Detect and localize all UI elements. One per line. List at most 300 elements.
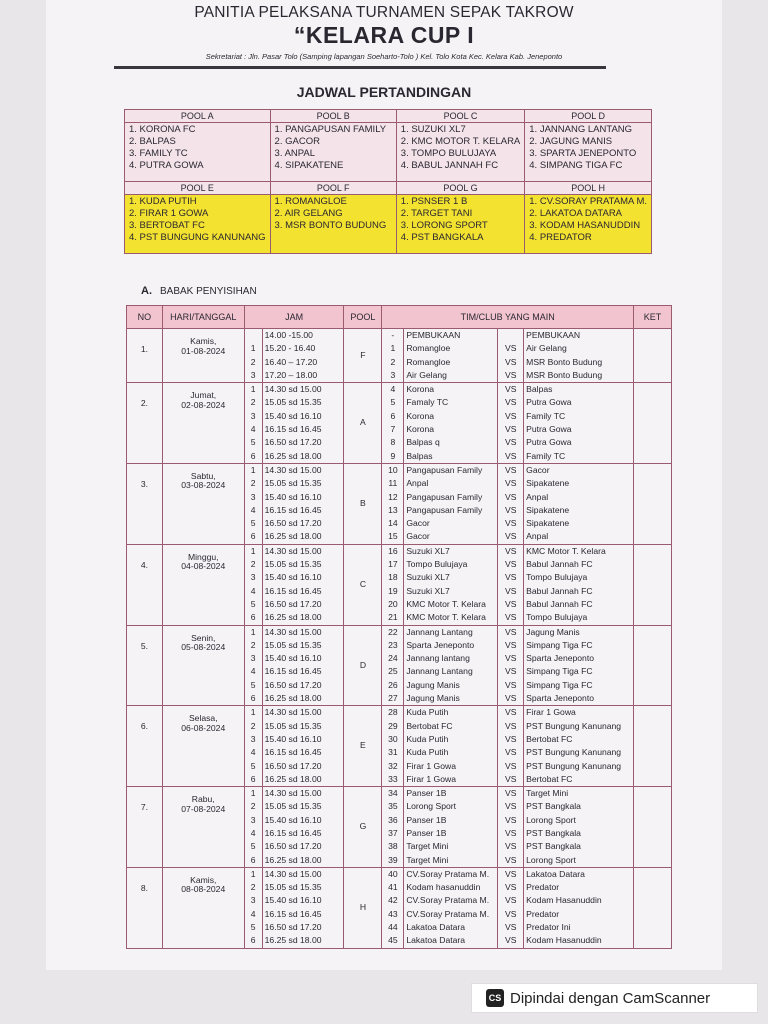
committee-heading: PANITIA PELAKSANA TURNAMEN SEPAK TAKROW: [194, 4, 574, 21]
pool-header: POOL D: [525, 110, 652, 123]
col-no: NO: [127, 306, 163, 329]
match-number: 25: [388, 666, 398, 677]
match-time: 16.50 sd 17.20: [264, 679, 322, 690]
match-time-column: [262, 329, 344, 383]
away-team: Simpang Tiga FC: [526, 679, 593, 690]
versus: VS: [504, 922, 517, 933]
versus: VS: [504, 531, 517, 542]
home-team: PEMBUKAAN: [406, 330, 461, 340]
match-time-column: [262, 787, 344, 868]
day-name: Senin,: [191, 632, 216, 643]
home-team: CV.Soray Pratama M.: [406, 895, 490, 906]
home-team: Target Mini: [406, 854, 449, 865]
tournament-title: “KELARA CUP I: [293, 22, 475, 48]
ket-cell: [634, 383, 672, 464]
match-index: 5: [250, 760, 256, 771]
home-team: CV.Soray Pratama M.: [406, 908, 490, 919]
camscanner-watermark: [471, 983, 758, 1013]
match-index: 1: [250, 626, 256, 637]
versus: VS: [504, 518, 517, 529]
match-index: 6: [250, 935, 256, 946]
match-time: 16.15 sd 16.45: [264, 666, 322, 677]
home-team: Target Mini: [406, 841, 449, 852]
match-time: 16.15 sd 16.45: [264, 908, 322, 919]
pool-teams: [525, 123, 652, 182]
pool-teams: [270, 123, 396, 182]
date: 08-08-2024: [181, 884, 226, 895]
camscanner-text: Dipindai dengan CamScanner: [510, 989, 711, 1007]
match-time: 16.25 sd 18.00: [264, 612, 322, 623]
versus-column: [498, 787, 524, 868]
match-index-column: [244, 463, 262, 544]
versus: VS: [504, 639, 517, 650]
match-time: 16.25 sd 18.00: [264, 854, 322, 865]
versus: VS: [504, 801, 517, 812]
home-team: Lakatoa Datara: [406, 935, 466, 946]
home-team: Balpas: [406, 450, 433, 461]
away-team: MSR Bonto Budung: [526, 369, 603, 380]
team: 3. KODAM HASANUDDIN: [529, 220, 641, 231]
match-pool: G: [344, 787, 382, 868]
section-title: BABAK PENYISIHAN: [160, 286, 257, 297]
match-time: 15.40 sd 16.10: [264, 572, 322, 583]
away-team: Family TC: [526, 450, 566, 461]
home-team: Sparta Jeneponto: [406, 639, 475, 650]
team: 4. BABUL JANNAH FC: [400, 160, 499, 171]
match-pool: B: [344, 463, 382, 544]
day-date: [162, 787, 244, 868]
versus: VS: [504, 384, 517, 395]
versus: VS: [504, 841, 517, 852]
home-team: Bertobat FC: [406, 720, 453, 731]
ket-cell: [634, 329, 672, 383]
match-index: 2: [250, 559, 256, 570]
home-team-column: [404, 544, 498, 625]
date: 06-08-2024: [181, 722, 226, 733]
match-index: 1: [250, 788, 256, 799]
day-date: [162, 867, 244, 948]
day-date: [162, 625, 244, 706]
match-number: 37: [388, 827, 398, 838]
match-time: 14.30 sd 15.00: [264, 626, 322, 637]
home-team: Kodam hasanuddin: [406, 882, 481, 893]
day-name: Jumat,: [190, 390, 217, 401]
match-index: 4: [250, 424, 256, 435]
match-time: 16.25 sd 18.00: [264, 450, 322, 461]
versus: VS: [504, 410, 517, 421]
versus: VS: [504, 666, 517, 677]
home-team: Gacor: [406, 531, 430, 542]
pool-table: [124, 109, 652, 254]
home-team: Jagung Manis: [406, 693, 460, 704]
match-number: 11: [388, 478, 398, 489]
match-index-column: [244, 383, 262, 464]
away-team: Babul Jannah FC: [526, 559, 593, 570]
team: 2. LAKATOA DATARA: [529, 208, 623, 219]
away-team: PEMBUKAAN: [526, 330, 581, 340]
away-team: PST Bungung Kanunang: [526, 720, 622, 731]
team: 1. JANNANG LANTANG: [529, 124, 633, 135]
pool-teams: [525, 195, 652, 254]
home-team: Suzuki XL7: [406, 545, 450, 556]
day-number: 4.: [127, 544, 163, 625]
match-number: 31: [388, 747, 398, 758]
match-index: 4: [250, 504, 256, 515]
match-time: 16.50 sd 17.20: [264, 922, 322, 933]
schedule-title: JADWAL PERTANDINGAN: [296, 84, 472, 100]
away-team: KMC Motor T. Kelara: [526, 545, 606, 556]
away-team: Anpal: [526, 531, 549, 542]
match-time: 16.50 sd 17.20: [264, 598, 322, 609]
match-number: 12: [388, 491, 398, 502]
versus: VS: [504, 814, 517, 825]
match-index: 2: [250, 639, 256, 650]
home-team: Romangloe: [406, 356, 451, 367]
team: 3. LORONG SPORT: [400, 220, 488, 231]
home-team: Kuda Putih: [406, 707, 449, 718]
versus: VS: [504, 356, 517, 367]
home-team: Air Gelang: [406, 369, 447, 380]
versus: VS: [504, 612, 517, 623]
versus: VS: [504, 343, 517, 354]
match-time: 16.50 sd 17.20: [264, 841, 322, 852]
home-team: Anpal: [406, 478, 429, 489]
home-team: Jannang lantang: [406, 653, 470, 664]
away-team: Kodam Hasanuddin: [526, 935, 602, 946]
versus: VS: [504, 437, 517, 448]
match-number: 45: [388, 935, 398, 946]
match-time-column: [262, 544, 344, 625]
versus: VS: [504, 693, 517, 704]
match-number: 17: [388, 559, 398, 570]
match-index: 4: [250, 747, 256, 758]
day-number: 6.: [127, 706, 163, 787]
home-team: Lakatoa Datara: [406, 922, 466, 933]
home-team-column: [404, 787, 498, 868]
away-team: Bertobat FC: [526, 773, 573, 784]
match-time: 16.25 sd 18.00: [264, 773, 322, 784]
away-team: Firar 1 Gowa: [526, 707, 576, 718]
team: 3. MSR BONTO BUDUNG: [274, 220, 387, 231]
away-team: PST Bungung Kanunang: [526, 747, 622, 758]
match-index: 4: [250, 827, 256, 838]
team: 3. TOMPO BULUJAYA: [400, 148, 497, 159]
match-time: 15.40 sd 16.10: [264, 733, 322, 744]
versus: VS: [504, 908, 517, 919]
match-time: 15.40 sd 16.10: [264, 814, 322, 825]
match-time: 14.30 sd 15.00: [264, 545, 322, 556]
match-time: 15.05 sd 15.35: [264, 559, 322, 570]
versus: VS: [504, 598, 517, 609]
versus: VS: [504, 572, 517, 583]
match-number: 28: [388, 707, 398, 718]
match-time: 15.40 sd 16.10: [264, 653, 322, 664]
versus: VS: [504, 747, 517, 758]
match-pool: H: [344, 867, 382, 948]
match-number-column: [382, 329, 404, 383]
home-team-column: [404, 625, 498, 706]
away-team: Sipakatene: [526, 518, 570, 529]
away-team-column: [524, 383, 634, 464]
away-team-column: [524, 463, 634, 544]
match-number: 44: [388, 922, 398, 933]
match-time: 14.30 sd 15.00: [264, 707, 322, 718]
match-index: 5: [250, 598, 256, 609]
away-team: Putra Gowa: [526, 397, 572, 408]
match-index: 6: [250, 773, 256, 784]
date: 07-08-2024: [181, 803, 226, 814]
match-number: 23: [388, 639, 398, 650]
home-team: Jannang Lantang: [406, 626, 473, 637]
away-team: Babul Jannah FC: [526, 598, 593, 609]
home-team: Lorong Sport: [406, 801, 456, 812]
versus: VS: [504, 478, 517, 489]
day-number: 7.: [127, 787, 163, 868]
versus: VS: [504, 545, 517, 556]
match-time: 16.15 sd 16.45: [264, 424, 322, 435]
away-team-column: [524, 625, 634, 706]
match-number: 2: [390, 356, 396, 367]
match-index: 5: [250, 679, 256, 690]
home-team: Panser 1B: [406, 788, 447, 799]
match-number-column: [382, 463, 404, 544]
day-date: [162, 329, 244, 383]
day-number: 1.: [127, 329, 163, 383]
match-index: 3: [250, 733, 256, 744]
match-number: 29: [388, 720, 398, 731]
match-number: 35: [388, 801, 398, 812]
match-time: 16.15 sd 16.45: [264, 585, 322, 596]
match-number: 8: [390, 437, 396, 448]
versus: VS: [504, 653, 517, 664]
match-pool: A: [344, 383, 382, 464]
team: 2. AIR GELANG: [274, 208, 343, 219]
match-number: 27: [388, 693, 398, 704]
match-time: 14.30 sd 15.00: [264, 868, 322, 879]
match-time: 16.50 sd 17.20: [264, 437, 322, 448]
team: 1. PANGAPUSAN FAMILY: [274, 124, 387, 135]
team: 4. PST BUNGUNG KANUNANG: [129, 232, 266, 243]
date: 03-08-2024: [181, 480, 226, 491]
match-number: 20: [388, 598, 398, 609]
home-team: Panser 1B: [406, 814, 447, 825]
match-time-column: [262, 383, 344, 464]
day-row: [127, 329, 672, 383]
match-time: 16.25 sd 18.00: [264, 935, 322, 946]
match-pool: D: [344, 625, 382, 706]
team: 2. GACOR: [274, 136, 320, 147]
match-number-column: [382, 867, 404, 948]
pool-teams: [396, 195, 524, 254]
match-number: 15: [388, 531, 398, 542]
col-teams: TIM/CLUB YANG MAIN: [382, 306, 634, 329]
versus: VS: [504, 733, 517, 744]
match-index-column: [244, 787, 262, 868]
match-number: 9: [390, 450, 396, 461]
team: 2. FIRAR 1 GOWA: [129, 208, 209, 219]
home-team-column: [404, 383, 498, 464]
pool-header: POOL G: [396, 182, 524, 195]
away-team-column: [524, 706, 634, 787]
match-index: 5: [250, 841, 256, 852]
match-number: 6: [390, 410, 396, 421]
away-team: Sparta Jeneponto: [526, 693, 595, 704]
match-time-column: [262, 463, 344, 544]
match-index-column: [244, 329, 262, 383]
team: 1. KUDA PUTIH: [129, 196, 197, 207]
versus: VS: [504, 559, 517, 570]
home-team: KMC Motor T. Kelara: [406, 612, 486, 623]
match-index-column: [244, 706, 262, 787]
team: 3. ANPAL: [274, 148, 316, 159]
match-number: 41: [388, 882, 398, 893]
pool-teams: [125, 123, 271, 182]
day-number: 2.: [127, 383, 163, 464]
away-team: Air Gelang: [526, 343, 567, 354]
away-team: Bertobat FC: [526, 733, 573, 744]
away-team: Predator: [526, 882, 560, 893]
pool-header: POOL F: [270, 182, 396, 195]
pool-header: POOL A: [125, 110, 271, 123]
match-time-column: [262, 706, 344, 787]
match-schedule-table: [126, 305, 672, 949]
away-team-column: [524, 329, 634, 383]
away-team: PST Bangkala: [526, 801, 581, 812]
match-time: 16.15 sd 16.45: [264, 827, 322, 838]
home-team-column: [404, 867, 498, 948]
match-number: 3: [390, 369, 396, 380]
col-ket: KET: [634, 306, 672, 329]
away-team: Simpang Tiga FC: [526, 666, 593, 677]
away-team: Sparta Jeneponto: [526, 653, 595, 664]
away-team: Sipakatene: [526, 504, 570, 515]
match-time: 16.40 – 17.20: [264, 356, 318, 367]
match-number: 7: [390, 424, 396, 435]
day-row: [127, 625, 672, 706]
away-team: Babul Jannah FC: [526, 585, 593, 596]
day-row: [127, 706, 672, 787]
away-team: Putra Gowa: [526, 437, 572, 448]
match-time: 16.15 sd 16.45: [264, 747, 322, 758]
day-number: 8.: [127, 867, 163, 948]
home-team-column: [404, 463, 498, 544]
home-team: KMC Motor T. Kelara: [406, 598, 486, 609]
versus: VS: [504, 882, 517, 893]
team: 1. CV.SORAY PRATAMA M.: [529, 196, 647, 207]
home-team: Balpas q: [406, 437, 440, 448]
ket-cell: [634, 787, 672, 868]
match-index: 1: [250, 384, 256, 395]
day-row: [127, 463, 672, 544]
versus: VS: [504, 397, 517, 408]
match-index: 3: [250, 369, 256, 380]
match-time: 17.20 – 18.00: [264, 369, 318, 380]
team: 3. SPARTA JENEPONTO: [529, 148, 637, 159]
match-time: 14.00 -15.00: [264, 330, 313, 340]
match-number-column: [382, 706, 404, 787]
ket-cell: [634, 706, 672, 787]
match-time: 14.30 sd 15.00: [264, 464, 322, 475]
col-pool: POOL: [344, 306, 382, 329]
versus: VS: [504, 788, 517, 799]
away-team: Predator Ini: [526, 922, 571, 933]
team: 2. TARGET TANI: [400, 208, 473, 219]
secretariat-address: Sekretariat : Jln. Pasar Tolo (Samping lapangan Soeharto-Tolo ) Kel. Tolo Kota Kec. Kelara Kab. Jeneponto: [205, 52, 563, 61]
match-index: 3: [250, 814, 256, 825]
match-number: 36: [388, 814, 398, 825]
team: 1. KORONA FC: [129, 124, 196, 135]
match-index: 3: [250, 653, 256, 664]
team: 4. SIMPANG TIGA FC: [529, 160, 623, 171]
ket-cell: [634, 544, 672, 625]
pool-teams: [270, 195, 396, 254]
away-team: PST Bangkala: [526, 841, 581, 852]
match-number: 42: [388, 895, 398, 906]
match-number: 18: [388, 572, 398, 583]
versus: VS: [504, 464, 517, 475]
versus: VS: [504, 895, 517, 906]
away-team: MSR Bonto Budung: [526, 356, 603, 367]
away-team: Predator: [526, 908, 560, 919]
match-number: -: [391, 330, 395, 340]
home-team: Firar 1 Gowa: [406, 773, 456, 784]
match-time-column: [262, 867, 344, 948]
day-row: [127, 383, 672, 464]
away-team: Lorong Sport: [526, 854, 576, 865]
home-team: Kuda Putih: [406, 747, 449, 758]
match-index: 5: [250, 922, 256, 933]
match-number: 14: [388, 518, 398, 529]
match-index: 2: [250, 720, 256, 731]
home-team: Korona: [406, 384, 435, 395]
team: 4. PUTRA GOWA: [129, 160, 204, 171]
versus: VS: [504, 760, 517, 771]
pool-header: POOL B: [270, 110, 396, 123]
versus: VS: [504, 707, 517, 718]
ket-cell: [634, 867, 672, 948]
match-time-column: [262, 625, 344, 706]
match-index: 4: [250, 908, 256, 919]
date: 02-08-2024: [181, 399, 226, 410]
match-index: 6: [250, 612, 256, 623]
day-name: Selasa,: [188, 713, 218, 724]
day-date: [162, 706, 244, 787]
match-index: 2: [250, 801, 256, 812]
home-team: Famaly TC: [406, 397, 449, 408]
away-team: Simpang Tiga FC: [526, 639, 593, 650]
versus: VS: [504, 935, 517, 946]
pool-teams: [396, 123, 524, 182]
match-index: 6: [250, 531, 256, 542]
match-index: 1: [250, 868, 256, 879]
versus-column: [498, 463, 524, 544]
match-time: 16.50 sd 17.20: [264, 518, 322, 529]
match-index: 1: [250, 464, 256, 475]
away-team: PST Bangkala: [526, 827, 581, 838]
versus: VS: [504, 854, 517, 865]
versus: [500, 329, 521, 342]
match-pool: C: [344, 544, 382, 625]
away-team: Jagung Manis: [526, 626, 580, 637]
team: 3. BERTOBAT FC: [129, 220, 205, 231]
match-index: 3: [250, 410, 256, 421]
match-number: 19: [388, 585, 398, 596]
day-number: 3.: [127, 463, 163, 544]
home-team: Korona: [406, 424, 435, 435]
home-team: Suzuki XL7: [406, 572, 450, 583]
pool-teams: [125, 195, 271, 254]
pool-header: POOL H: [525, 182, 652, 195]
